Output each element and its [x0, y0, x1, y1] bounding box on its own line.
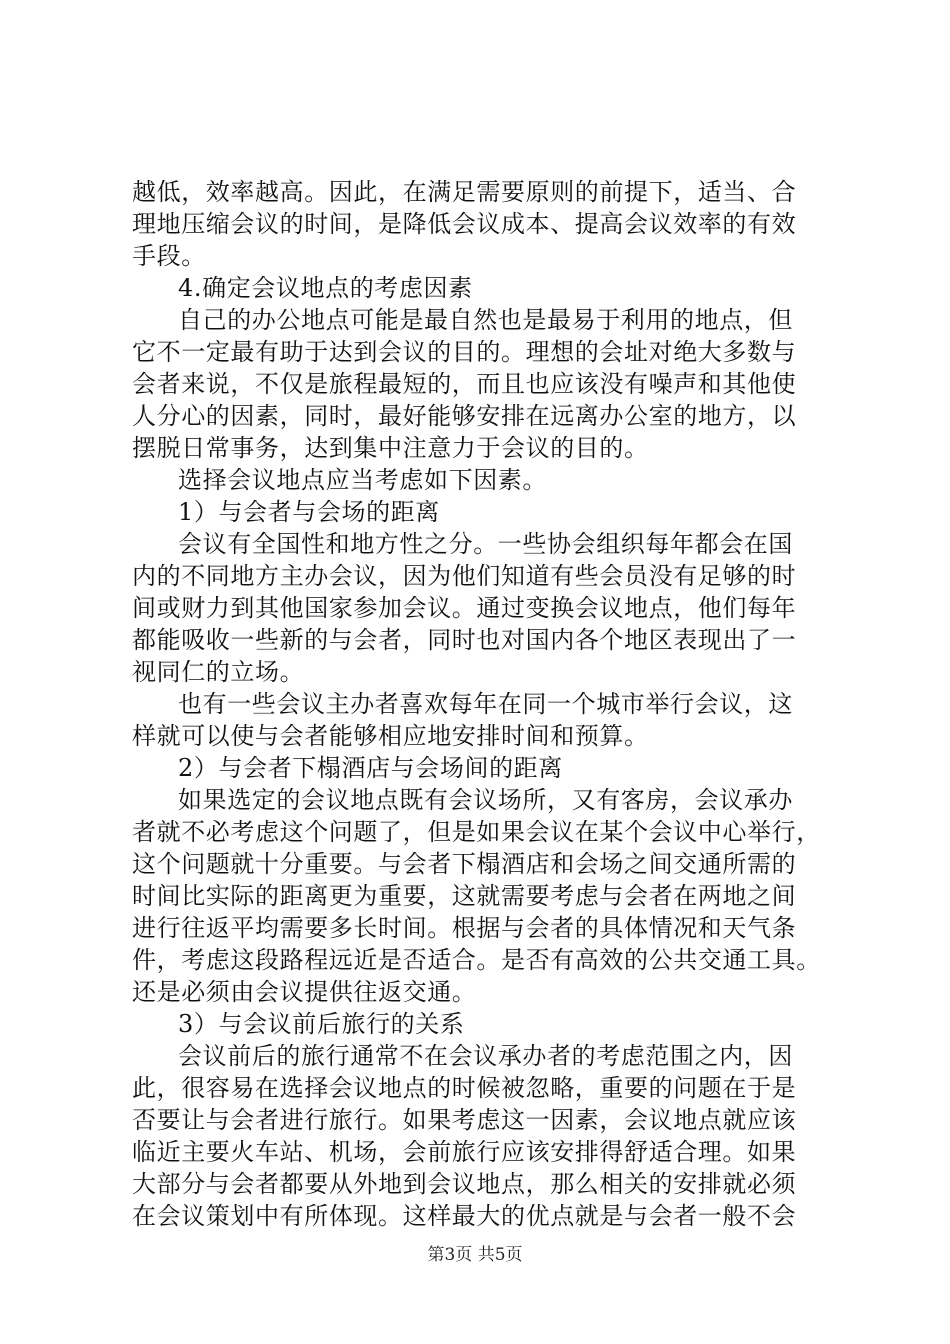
text-line: 临近主要火车站、机场，会前旅行应该安排得舒适合理。如果	[132, 1138, 797, 1166]
text-line: 摆脱日常事务，达到集中注意力于会议的目的。	[132, 434, 649, 462]
text-line: 视同仁的立场。	[132, 658, 305, 686]
text-line: 否要让与会者进行旅行。如果考虑这一因素，会议地点就应该	[132, 1106, 797, 1134]
text-line: 也有一些会议主办者喜欢每年在同一个城市举行会议，这	[178, 690, 793, 718]
text-line: 它不一定最有助于达到会议的目的。理想的会址对绝大多数与	[132, 338, 797, 366]
subsection-heading: 1）与会者与会场的距离	[178, 498, 440, 526]
subsection-heading: 2）与会者下榻酒店与会场间的距离	[178, 754, 563, 782]
text-line: 还是必须由会议提供往返交通。	[132, 978, 477, 1006]
text-line: 间或财力到其他国家参加会议。通过变换会议地点，他们每年	[132, 594, 797, 622]
text-line: 会者来说，不仅是旅程最短的，而且也应该没有噪声和其他使	[132, 370, 797, 398]
text-line: 越低，效率越高。因此，在满足需要原则的前提下，适当、合	[132, 178, 797, 206]
text-line: 人分心的因素，同时，最好能够安排在远离办公室的地方，以	[132, 402, 797, 430]
text-line: 进行往返平均需要多长时间。根据与会者的具体情况和天气条	[132, 914, 797, 942]
text-line: 理地压缩会议的时间，是降低会议成本、提高会议效率的有效	[132, 210, 797, 238]
page-number-footer: 第3页 共5页	[427, 1245, 523, 1265]
text-line: 在会议策划中有所体现。这样最大的优点就是与会者一般不会	[132, 1202, 797, 1230]
text-line: 者就不必考虑这个问题了，但是如果会议在某个会议中心举行，	[132, 818, 821, 846]
text-line: 选择会议地点应当考虑如下因素。	[178, 466, 547, 494]
text-line: 手段。	[132, 242, 206, 270]
text-line: 内的不同地方主办会议，因为他们知道有些会员没有足够的时	[132, 562, 797, 590]
text-line: 会议前后的旅行通常不在会议承办者的考虑范围之内，因	[178, 1042, 793, 1070]
text-line: 如果选定的会议地点既有会议场所，又有客房，会议承办	[178, 786, 793, 814]
subsection-heading: 3）与会议前后旅行的关系	[178, 1010, 465, 1038]
section-heading: 4.确定会议地点的考虑因素	[178, 274, 473, 302]
text-line: 都能吸收一些新的与会者，同时也对国内各个地区表现出了一	[132, 626, 797, 654]
text-line: 此，很容易在选择会议地点的时候被忽略，重要的问题在于是	[132, 1074, 797, 1102]
text-line: 会议有全国性和地方性之分。一些协会组织每年都会在国	[178, 530, 793, 558]
text-line: 时间比实际的距离更为重要，这就需要考虑与会者在两地之间	[132, 882, 797, 910]
text-line: 样就可以使与会者能够相应地安排时间和预算。	[132, 722, 649, 750]
text-line: 这个问题就十分重要。与会者下榻酒店和会场之间交通所需的	[132, 850, 797, 878]
text-line: 大部分与会者都要从外地到会议地点，那么相关的安排就必须	[132, 1170, 797, 1198]
text-line: 自己的办公地点可能是最自然也是最易于利用的地点，但	[178, 306, 793, 334]
text-line: 件，考虑这段路程远近是否适合。是否有高效的公共交通工具。	[132, 946, 821, 974]
